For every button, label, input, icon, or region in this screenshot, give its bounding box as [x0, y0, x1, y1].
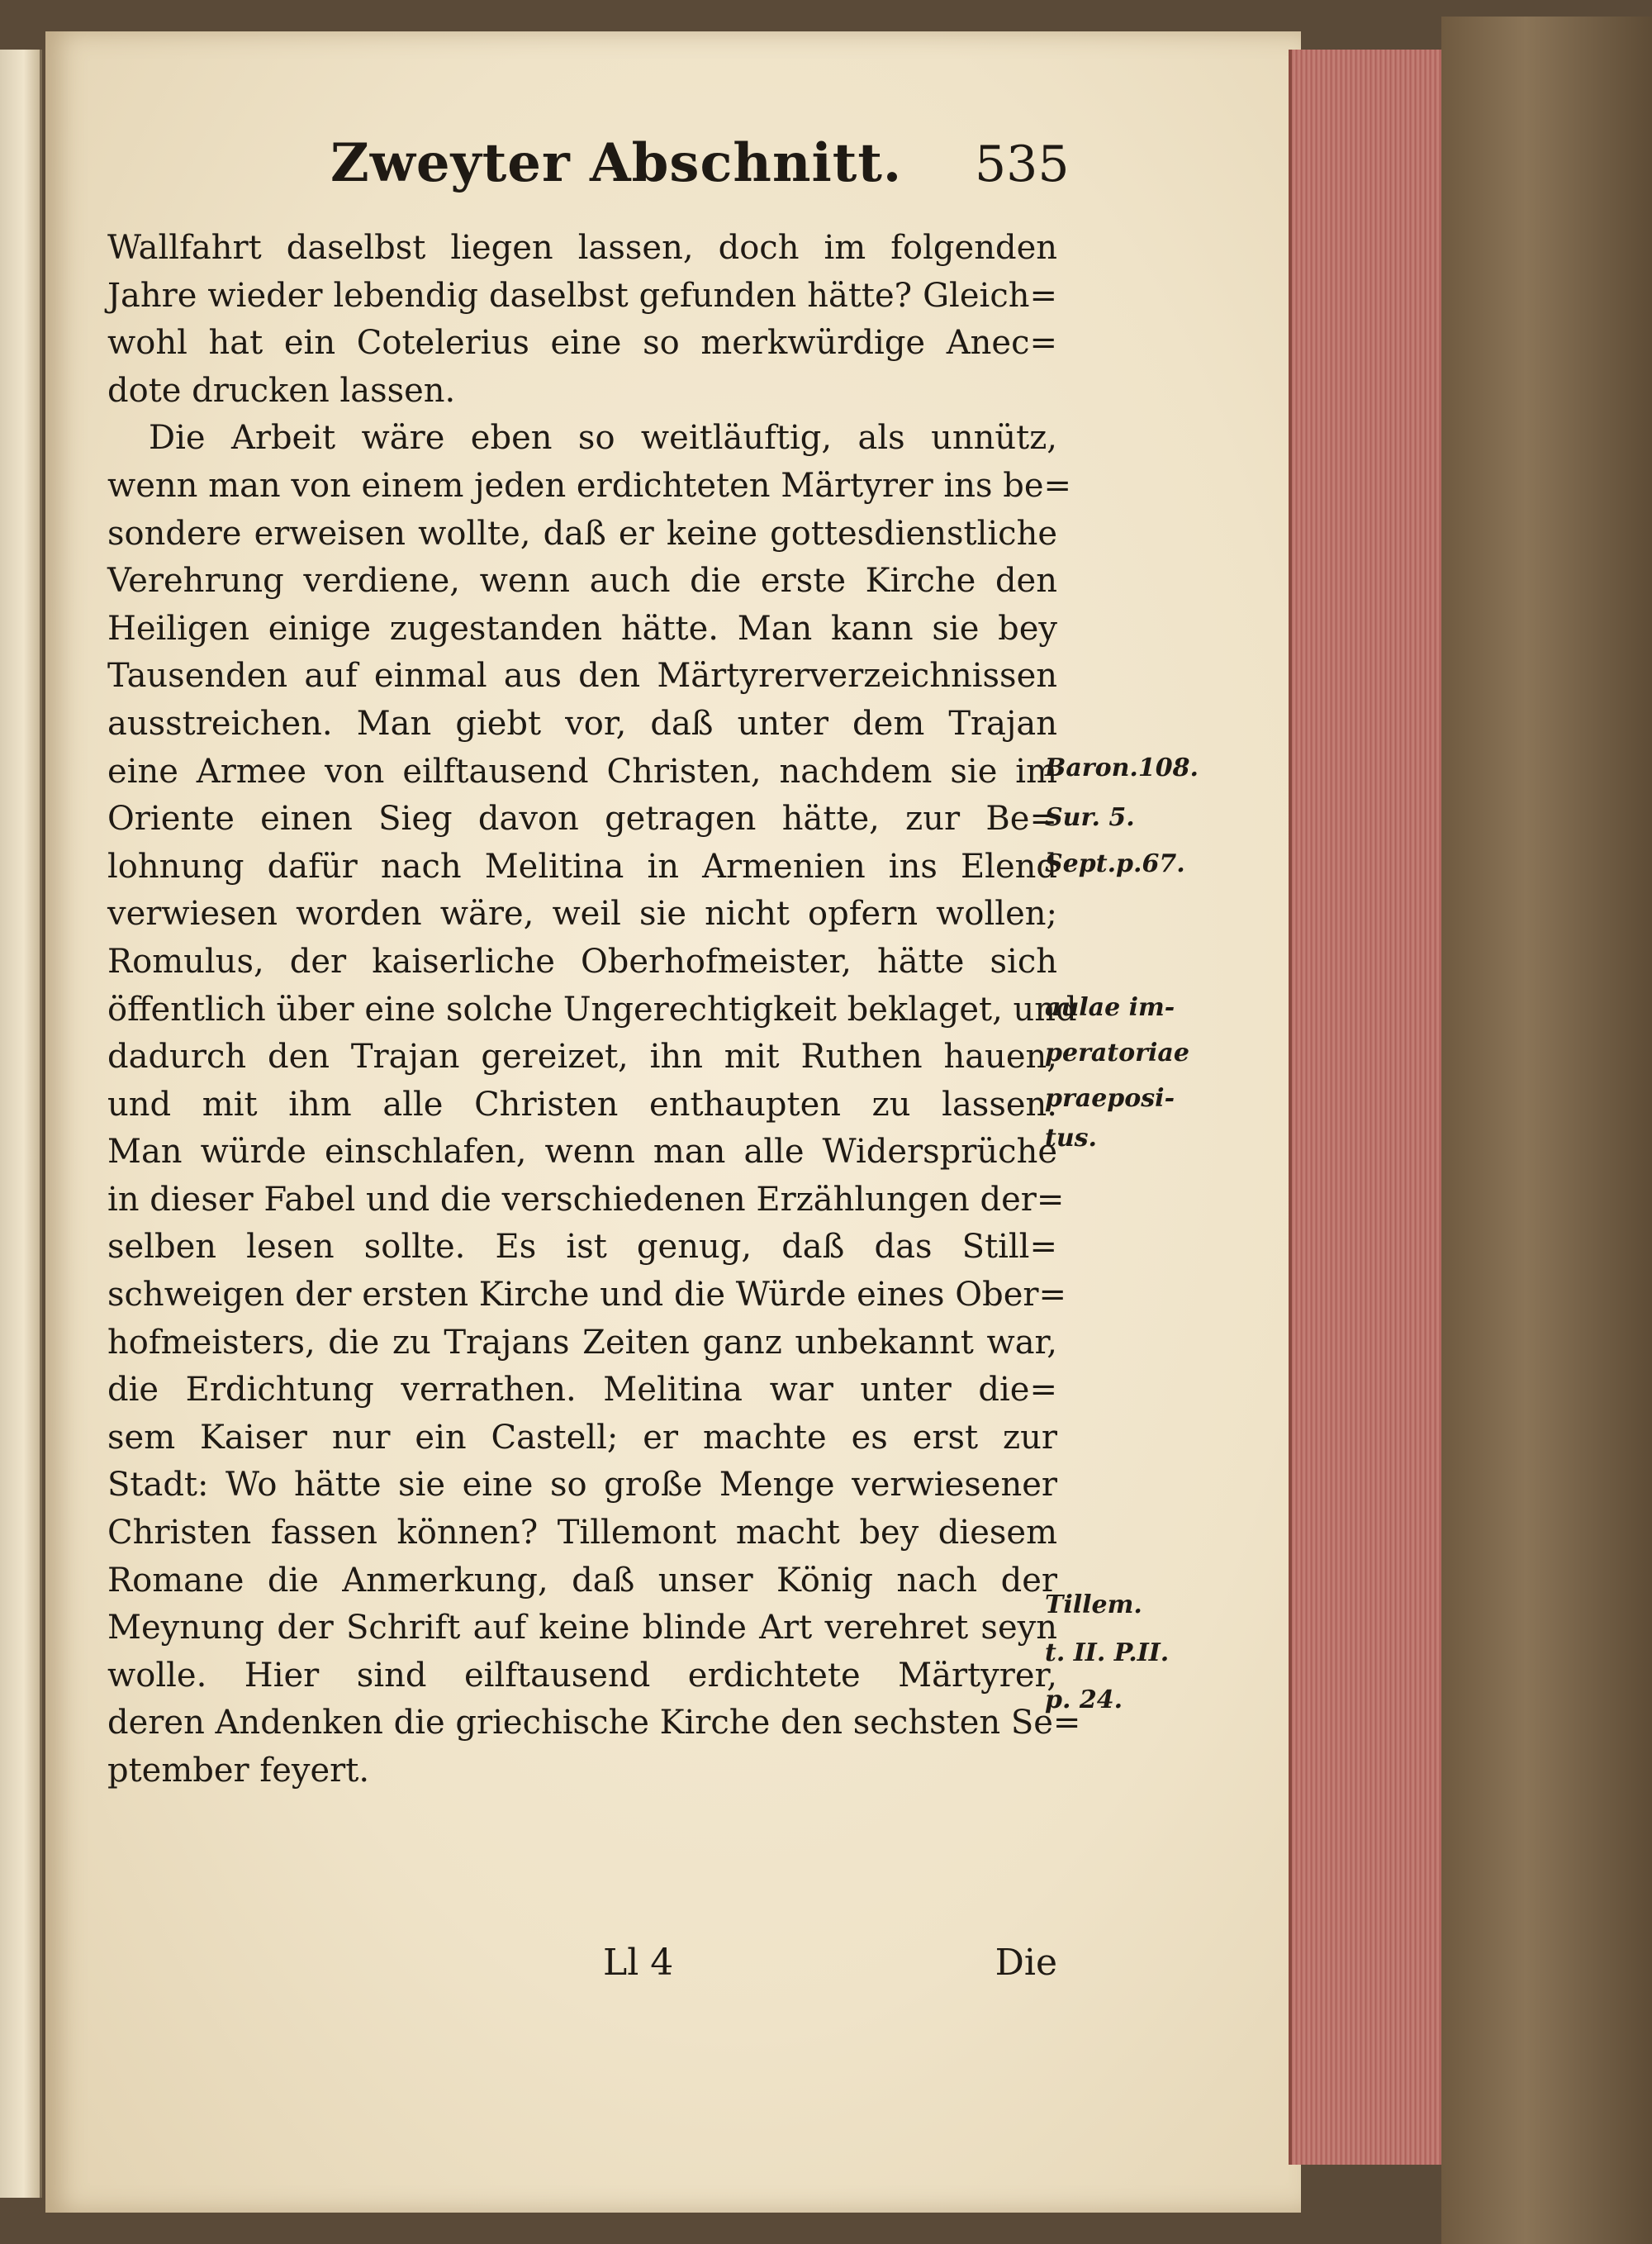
text-line: ausstreichen. Man giebt vor, daß unter dem Trajan — [107, 704, 1057, 743]
margin-note: peratoriae — [1045, 1039, 1189, 1067]
text-line: Heiligen einige zugestanden hätte. Man kann sie bey — [107, 609, 1057, 648]
text-line: deren Andenken die griechische Kirche den sechsten Se= — [107, 1704, 1081, 1742]
text-line: wolle. Hier sind eilftausend erdichtete Märtyrer, — [107, 1656, 1057, 1695]
text-line: in dieser Fabel und die verschiedenen Erzählungen der= — [107, 1180, 1065, 1219]
text-line: schweigen der ersten Kirche und die Würde eines Ober= — [107, 1276, 1066, 1315]
facing-page-edge — [0, 50, 42, 2198]
text-line: Tausenden auf einmal aus den Märtyrerverzeichnissen — [107, 657, 1057, 696]
margin-note: aulae im- — [1045, 993, 1175, 1022]
text-line: Verehrung verdiene, wenn auch die erste Kirche den — [107, 562, 1057, 601]
text-line: Stadt: Wo hätte sie eine so große Menge verwiesener — [107, 1466, 1057, 1505]
text-line: lohnung dafür nach Melitina in Armenien ins Elend — [107, 847, 1057, 886]
page-header — [107, 124, 1222, 215]
text-line: Romane die Anmerkung, daß unser König nach der — [107, 1561, 1057, 1600]
margin-note: praeposi- — [1045, 1084, 1175, 1113]
text-line: hofmeisters, die zu Trajans Zeiten ganz unbekannt war, — [107, 1323, 1057, 1362]
text-line: Romulus, der kaiserliche Oberhofmeister, hätte sich — [107, 942, 1057, 981]
text-line: Wallfahrt daselbst liegen lassen, doch im folgenden — [107, 229, 1057, 267]
text-line: Jahre wieder lebendig daselbst gefunden hätte? Gleich= — [107, 276, 1057, 315]
page-number: 535 — [975, 135, 1070, 193]
margin-note: tus. — [1045, 1124, 1098, 1153]
margin-note: p. 24. — [1045, 1685, 1123, 1714]
book-cover — [1441, 17, 1652, 2244]
page-edges — [1289, 50, 1445, 2165]
printer-signature: Ll 4 — [603, 1942, 674, 1984]
text-line: Die Arbeit wäre eben so weitläuftig, als unnütz, — [149, 419, 1057, 458]
text-line: und mit ihm alle Christen enthaupten zu lassen. — [107, 1085, 1057, 1124]
text-block — [107, 124, 1222, 1984]
margin-note: Sept.p.67. — [1045, 849, 1185, 878]
text-line: ptember feyert. — [107, 1752, 370, 1790]
text-line: die Erdichtung verrathen. Melitina war unter die= — [107, 1371, 1057, 1410]
margin-note: Baron.108. — [1045, 754, 1199, 782]
running-title: Zweyter Abschnitt. — [330, 132, 903, 194]
page-footer — [107, 1942, 1057, 1991]
text-line: öffentlich über eine solche Ungerechtigkeit beklaget, und — [107, 990, 1077, 1029]
text-line: Meynung der Schrift auf keine blinde Art verehret seyn — [107, 1609, 1057, 1647]
text-line: Christen fassen können? Tillemont macht bey diesem — [107, 1514, 1057, 1552]
text-line: dadurch den Trajan gereizet, ihn mit Ruthen hauen, — [107, 1038, 1057, 1077]
text-line: sem Kaiser nur ein Castell; er machte es erst zur — [107, 1418, 1057, 1457]
margin-note: t. II. P.II. — [1045, 1638, 1170, 1667]
catchword: Die — [995, 1942, 1057, 1984]
text-line: wenn man von einem jeden erdichteten Märtyrer ins be= — [107, 466, 1072, 505]
margin-note: Tillem. — [1045, 1590, 1142, 1619]
text-line: wohl hat ein Cotelerius eine so merkwürdige Anec= — [107, 324, 1057, 363]
text-line: selben lesen sollte. Es ist genug, daß das Still= — [107, 1228, 1057, 1267]
text-line: eine Armee von eilftausend Christen, nachdem sie im — [107, 752, 1057, 791]
text-line: Oriente einen Sieg davon getragen hätte, zur Be= — [107, 800, 1057, 839]
text-line: sondere erweisen wollte, daß er keine gottesdienstliche — [107, 514, 1057, 553]
margin-note: Sur. 5. — [1045, 803, 1135, 832]
text-line: dote drucken lassen. — [107, 371, 456, 410]
text-line: Man würde einschlafen, wenn man alle Widersprüche — [107, 1133, 1057, 1172]
text-line: verwiesen worden wäre, weil sie nicht opfern wollen; — [107, 895, 1057, 934]
